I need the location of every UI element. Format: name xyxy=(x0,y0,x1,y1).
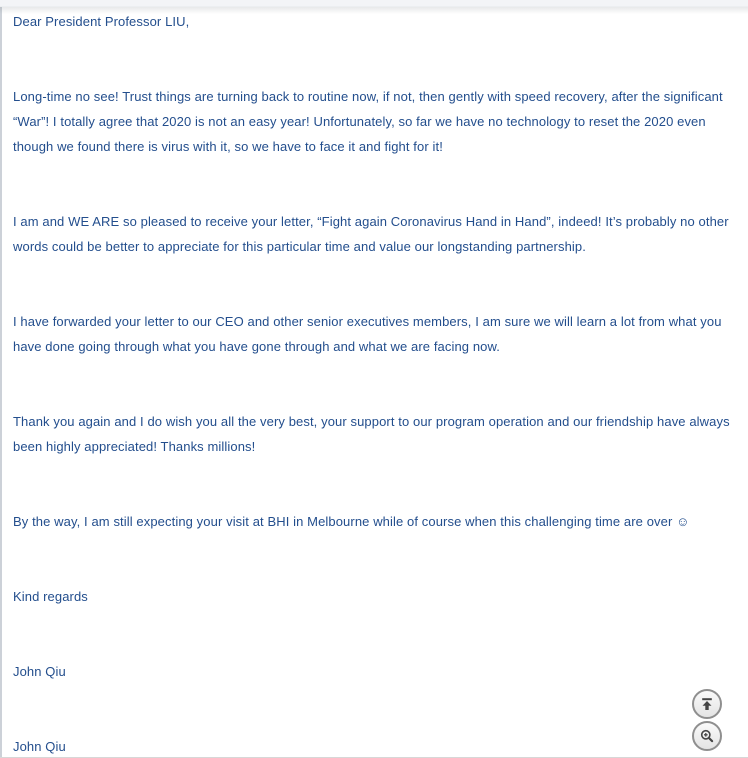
arrow-up-to-top-icon xyxy=(699,696,715,712)
paragraph: I have forwarded your letter to our CEO and other senior executives members, I am sure we will learn a lot from what you have done going through what you have gone through and what we are facing now. xyxy=(13,314,722,354)
paragraph: I am and WE ARE so pleased to receive your letter, “Fight again Coronavirus Hand in Hand”, indeed! It’s probably no other words could be better to appreciate for this particular time and value our longstanding partnership. xyxy=(13,214,729,254)
closing-line: Kind regards xyxy=(13,589,88,604)
greeting-line: Dear President Professor LIU, xyxy=(13,14,190,29)
back-to-top-button[interactable] xyxy=(692,689,722,719)
email-body xyxy=(0,7,748,758)
magnifier-plus-icon xyxy=(699,728,715,744)
paragraph: Thank you again and I do wish you all the very best, your support to our program operation and our friendship have always been highly appreciated! Thanks millions! xyxy=(13,414,730,454)
paragraph: Long-time no see! Trust things are turning back to routine now, if not, then gently with speed recovery, after the significant “War”! I totally agree that 2020 is not an easy year! Unfortunately, so far we have no technology to reset the 2020 even though we found there is virus with it, so we have to face it and fight for it! xyxy=(13,89,723,154)
paragraph: By the way, I am still expecting your visit at BHI in Melbourne while of course when this challenging time are over ☺ xyxy=(13,514,690,529)
zoom-in-button[interactable] xyxy=(692,721,722,751)
toolbar-bottom-edge xyxy=(0,0,748,7)
signature-name: John Qiu xyxy=(13,739,66,754)
signature-name: John Qiu xyxy=(13,664,66,679)
